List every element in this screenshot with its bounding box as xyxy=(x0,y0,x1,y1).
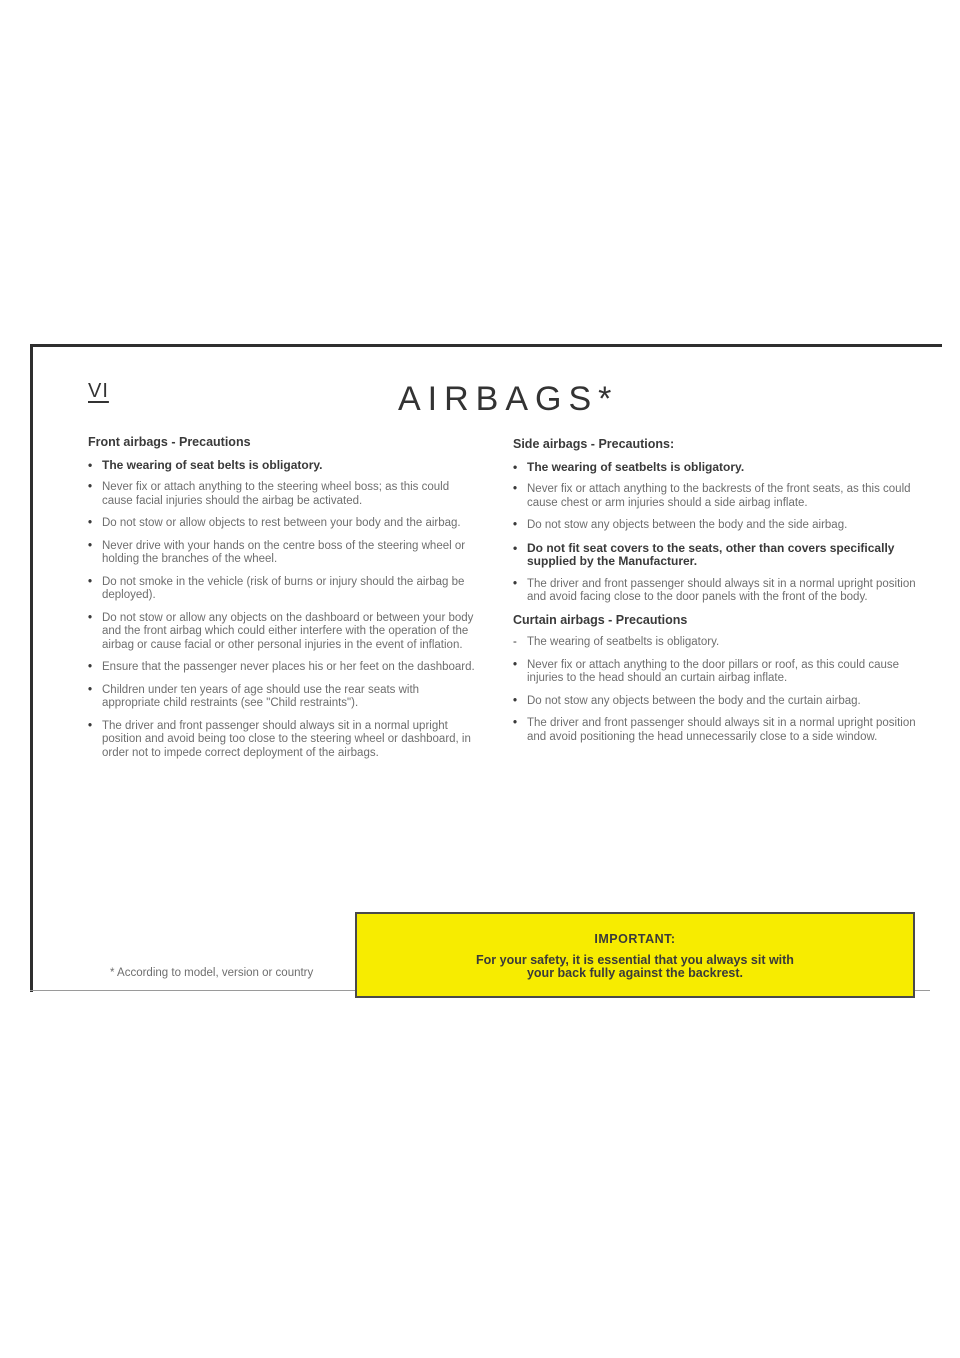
list-item: • Do not stow or allow objects to rest between your body and the airbag. xyxy=(88,517,476,531)
front-airbags-heading: Front airbags - Precautions xyxy=(88,435,251,449)
list-item: - The wearing of seatbelts is obligatory. xyxy=(513,636,925,650)
footnote: * According to model, version or country xyxy=(110,967,314,979)
side-airbags-heading: Side airbags - Precautions: xyxy=(513,437,675,451)
list-item: • Do not smoke in the vehicle (risk of burns or injury should the airbag be deployed). xyxy=(88,576,476,603)
important-text: For your safety, it is essential that you always sit with your back fully against the backrest. xyxy=(476,953,794,980)
page-top-rule xyxy=(30,344,942,347)
list-item: • Children under ten years of age should use the rear seats with appropriate child restraints (see "Child restraints"). xyxy=(88,684,476,711)
curtain-airbags-heading: Curtain airbags - Precautions xyxy=(513,612,688,627)
list-item: • Do not fit seat covers to the seats, other than covers specifically supplied by the Manufacturer. xyxy=(513,542,925,569)
front-airbags-column xyxy=(88,436,476,769)
section-number: VI xyxy=(88,380,109,402)
list-item: • Never fix or attach anything to the door pillars or roof, as this could cause injuries to the head should an curtain airbag inflate. xyxy=(513,659,925,686)
curtain-airbags-list xyxy=(513,636,925,744)
side-airbags-list xyxy=(513,461,925,605)
list-item: • Ensure that the passenger never places his or her feet on the dashboard. xyxy=(88,661,476,675)
important-title: IMPORTANT: xyxy=(594,932,676,946)
list-item: • Do not stow any objects between the body and the curtain airbag. xyxy=(513,695,925,709)
side-curtain-airbags-column xyxy=(513,438,925,753)
list-item: • The driver and front passenger should always sit in a normal upright position and avoid facing close to the door panels with the front of the body. xyxy=(513,578,925,605)
list-item: • The wearing of seatbelts is obligatory. xyxy=(513,461,925,475)
important-notice xyxy=(355,912,915,998)
page-title: AIRBAGS* xyxy=(398,380,619,418)
list-item: • The driver and front passenger should always sit in a normal upright position and avoid being too close to the steering wheel or dashboard, in order not to impede correct deployment of the airbags. xyxy=(88,720,476,761)
list-item: • The wearing of seat belts is obligatory. xyxy=(88,459,476,473)
list-item: • Do not stow or allow any objects on the dashboard or between your body and the front airbag which could either interfere with the operation of the airbag or cause facial or other personal injuries in the event of inflation. xyxy=(88,612,476,653)
list-item: • Never drive with your hands on the centre boss of the steering wheel or holding the branches of the wheel. xyxy=(88,540,476,567)
list-item: • The driver and front passenger should always sit in a normal upright position and avoid positioning the head unnecessarily close to a side window. xyxy=(513,717,925,744)
front-airbags-list xyxy=(88,459,476,761)
list-item: • Do not stow any objects between the body and the side airbag. xyxy=(513,519,925,533)
page-left-rule xyxy=(30,344,33,992)
list-item: • Never fix or attach anything to the backrests of the front seats, as this could cause chest or arm injuries should a side airbag inflate. xyxy=(513,483,925,510)
list-item: • Never fix or attach anything to the steering wheel boss; as this could cause facial injuries should the airbag be activated. xyxy=(88,481,476,508)
